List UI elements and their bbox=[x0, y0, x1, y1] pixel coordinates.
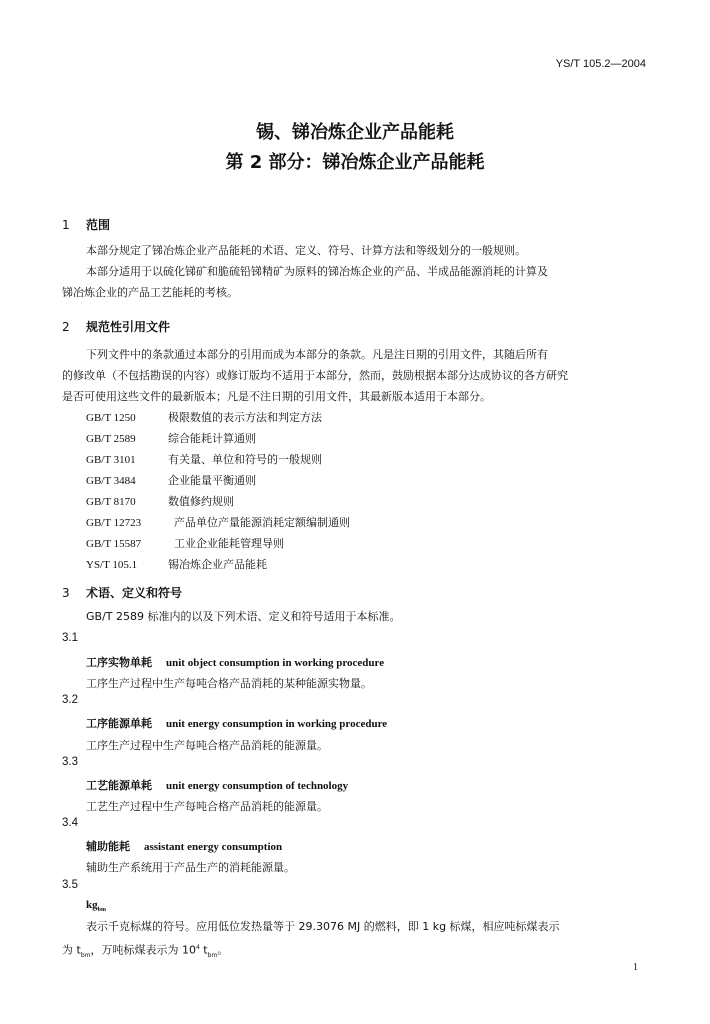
reference-item bbox=[86, 409, 322, 425]
term-entry bbox=[86, 715, 387, 731]
reference-item bbox=[86, 556, 267, 572]
symbol-definition bbox=[62, 916, 652, 937]
section-3-intro bbox=[62, 606, 652, 627]
clause-number: 3.3 bbox=[62, 756, 78, 768]
reference-title: 产品单位产量能源消耗定额编制通则 bbox=[174, 516, 350, 529]
superscript: 4 bbox=[195, 944, 200, 951]
clause-number: 3.1 bbox=[62, 632, 78, 644]
subscript: bm bbox=[207, 951, 218, 959]
reference-title: 极限数值的表示方法和判定方法 bbox=[168, 411, 322, 424]
term-english: unit energy consumption in working procedure bbox=[166, 718, 388, 730]
section-1-heading bbox=[62, 216, 110, 233]
paragraph-text: GB/T 2589 标准内的以及下列术语、定义和符号适用于本标准。 bbox=[86, 610, 401, 623]
section-1-para-1 bbox=[62, 240, 652, 261]
term-chinese: 工序能源单耗 bbox=[86, 717, 152, 730]
text-fragment: ，万吨标煤表示为 10 bbox=[90, 943, 196, 957]
term-definition: 工艺生产过程中生产每吨合格产品消耗的能源量。 bbox=[86, 800, 328, 813]
section-number: 2 bbox=[62, 320, 70, 334]
reference-code: GB/T 1250 bbox=[86, 412, 136, 424]
reference-item bbox=[86, 451, 322, 467]
reference-title: 有关量、单位和符号的一般规则 bbox=[168, 453, 322, 466]
symbol-definition-cont bbox=[62, 937, 652, 966]
section-2-intro-cont-2: 是否可使用这些文件的最新版本；凡是不注日期的引用文件，其最新版本适用于本部分。 bbox=[62, 390, 491, 403]
section-title: 规范性引用文件 bbox=[86, 320, 171, 334]
reference-code: YS/T 105.1 bbox=[86, 559, 138, 571]
reference-code: GB/T 2589 bbox=[86, 433, 136, 445]
document-title-line2: 第 2 部分：锑冶炼企业产品能耗 bbox=[225, 152, 485, 173]
term-entry bbox=[86, 777, 348, 793]
text-fragment: t bbox=[199, 943, 208, 957]
term-chinese: 工艺能源单耗 bbox=[86, 779, 152, 792]
reference-title: 数值修约规则 bbox=[168, 495, 234, 508]
term-chinese: 辅助能耗 bbox=[86, 840, 130, 853]
symbol-main: kg bbox=[86, 899, 98, 911]
reference-title: 企业能量平衡通则 bbox=[168, 474, 256, 487]
symbol-kgbm bbox=[86, 899, 106, 913]
clause-number: 3.2 bbox=[62, 694, 78, 706]
section-title: 范围 bbox=[86, 218, 111, 232]
section-number: 3 bbox=[62, 586, 70, 600]
term-english: assistant energy consumption bbox=[144, 841, 283, 853]
reference-item bbox=[86, 493, 234, 509]
section-2-heading bbox=[62, 318, 170, 335]
section-3-heading bbox=[62, 584, 182, 601]
reference-code: GB/T 12723 bbox=[86, 517, 142, 529]
standard-number: YS/T 105.2—2004 bbox=[555, 58, 646, 70]
paragraph-text: 本部分规定了锑冶炼企业产品能耗的术语、定义、符号、计算方法和等级划分的一般规则。 bbox=[86, 244, 526, 257]
section-title: 术语、定义和符号 bbox=[86, 586, 183, 600]
section-number: 1 bbox=[62, 218, 70, 232]
term-entry bbox=[86, 654, 384, 670]
reference-code: GB/T 8170 bbox=[86, 496, 136, 508]
text-fragment: 。 bbox=[217, 943, 229, 957]
reference-item bbox=[86, 430, 256, 446]
section-1-para-2 bbox=[62, 261, 652, 282]
clause-number: 3.5 bbox=[62, 879, 78, 891]
section-1-para-2-cont: 锑冶炼企业的产品工艺能耗的考核。 bbox=[62, 286, 238, 299]
reference-item bbox=[86, 535, 284, 551]
text-fragment: 为 t bbox=[62, 943, 81, 957]
page-number: 1 bbox=[633, 962, 638, 973]
reference-item bbox=[86, 514, 350, 530]
term-definition: 工序生产过程中生产每吨合格产品消耗的能源量。 bbox=[86, 739, 328, 752]
symbol-subscript: bm bbox=[97, 907, 106, 914]
section-2-intro bbox=[62, 344, 652, 365]
reference-title: 锡冶炼企业产品能耗 bbox=[168, 558, 267, 571]
reference-code: GB/T 3484 bbox=[86, 475, 136, 487]
subscript: bm bbox=[80, 951, 91, 959]
reference-title: 工业企业能耗管理导则 bbox=[174, 537, 284, 550]
term-english: unit object consumption in working procedure bbox=[166, 657, 385, 669]
term-chinese: 工序实物单耗 bbox=[86, 656, 152, 669]
paragraph-text: 表示千克标煤的符号。应用低位发热量等于 29.3076 MJ 的燃料，即 1 kg 标煤，相应吨标煤表示 bbox=[86, 920, 560, 933]
paragraph-text: 本部分适用于以硫化锑矿和脆硫铅锑精矿为原料的锑冶炼企业的产品、半成品能源消耗的计算及 bbox=[86, 265, 548, 278]
document-title-line1: 锡、锑冶炼企业产品能耗 bbox=[256, 122, 454, 143]
term-entry bbox=[86, 838, 282, 854]
section-2-intro-cont-1: 的修改单（不包括勘误的内容）或修订版均不适用于本部分，然而，鼓励根据本部分达成协议的各方研究 bbox=[62, 369, 568, 382]
paragraph-text: 下列文件中的条款通过本部分的引用而成为本部分的条款。凡是注日期的引用文件，其随后所有 bbox=[86, 348, 548, 361]
term-english: unit energy consumption of technology bbox=[166, 780, 349, 792]
clause-number: 3.4 bbox=[62, 817, 78, 829]
term-definition: 辅助生产系统用于产品生产的消耗能源量。 bbox=[86, 861, 295, 874]
term-definition: 工序生产过程中生产每吨合格产品消耗的某种能源实物量。 bbox=[86, 677, 372, 690]
reference-code: GB/T 15587 bbox=[86, 538, 142, 550]
reference-title: 综合能耗计算通则 bbox=[168, 432, 256, 445]
reference-code: GB/T 3101 bbox=[86, 454, 136, 466]
reference-item bbox=[86, 472, 256, 488]
